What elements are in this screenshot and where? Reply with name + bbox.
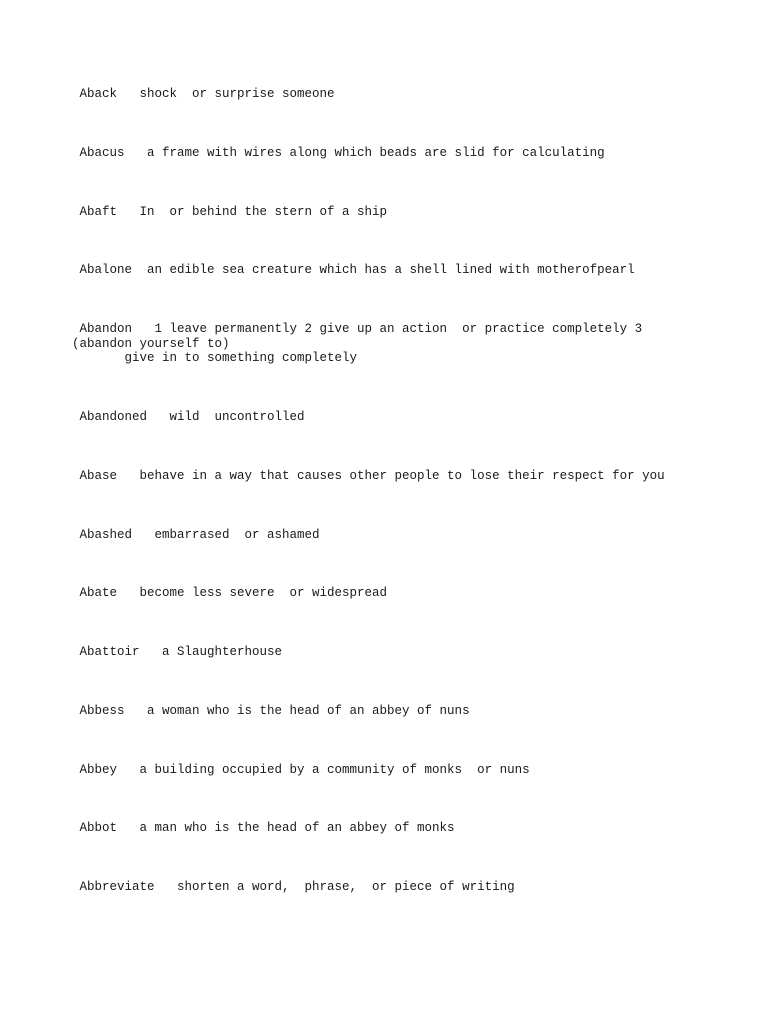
entry-text: Abate become less severe or widespread <box>72 586 388 600</box>
dictionary-entry-abate <box>72 586 387 601</box>
entry-text: Abashed embarrased or ashamed <box>72 528 320 542</box>
entry-text-continuation: (abandon yourself to) <box>72 336 230 351</box>
dictionary-entry-abbreviate <box>72 880 515 895</box>
dictionary-entry-abaft <box>72 205 387 220</box>
dictionary-entry-abashed <box>72 528 320 543</box>
dictionary-entry-aback <box>72 87 335 102</box>
entry-text: Aback shock or surprise someone <box>72 87 335 101</box>
dictionary-entry-abbot <box>72 821 455 836</box>
entry-text: Abacus a frame with wires along which beads are slid for calculating <box>72 146 605 160</box>
dictionary-entry-abandon <box>72 322 642 366</box>
dictionary-entry-abattoir <box>72 645 282 660</box>
entry-text: Abandoned wild uncontrolled <box>72 410 305 424</box>
entry-text: Abattoir a Slaughterhouse <box>72 645 283 659</box>
entry-text: Abbess a woman who is the head of an abbey of nuns <box>72 704 470 718</box>
entry-text-continuation: give in to something completely <box>72 351 358 365</box>
entry-text: Abbreviate shorten a word, phrase, or piece of writing <box>72 880 515 894</box>
entry-text: Abbey a building occupied by a community of monks or nuns <box>72 763 530 777</box>
dictionary-entry-abbess <box>72 704 470 719</box>
dictionary-entry-abacus <box>72 146 605 161</box>
entry-text: Abbot a man who is the head of an abbey of monks <box>72 821 455 835</box>
dictionary-entry-abbey <box>72 763 530 778</box>
entry-text: Abaft In or behind the stern of a ship <box>72 205 388 219</box>
entry-text: Abase behave in a way that causes other people to lose their respect for you <box>72 469 665 483</box>
dictionary-entry-abalone <box>72 263 635 278</box>
entry-text: Abandon 1 leave permanently 2 give up an action or practice completely 3 <box>72 322 643 336</box>
dictionary-entry-abandoned <box>72 410 305 425</box>
dictionary-entry-abase <box>72 469 665 484</box>
entry-text: Abalone an edible sea creature which has a shell lined with motherofpearl <box>72 263 635 277</box>
